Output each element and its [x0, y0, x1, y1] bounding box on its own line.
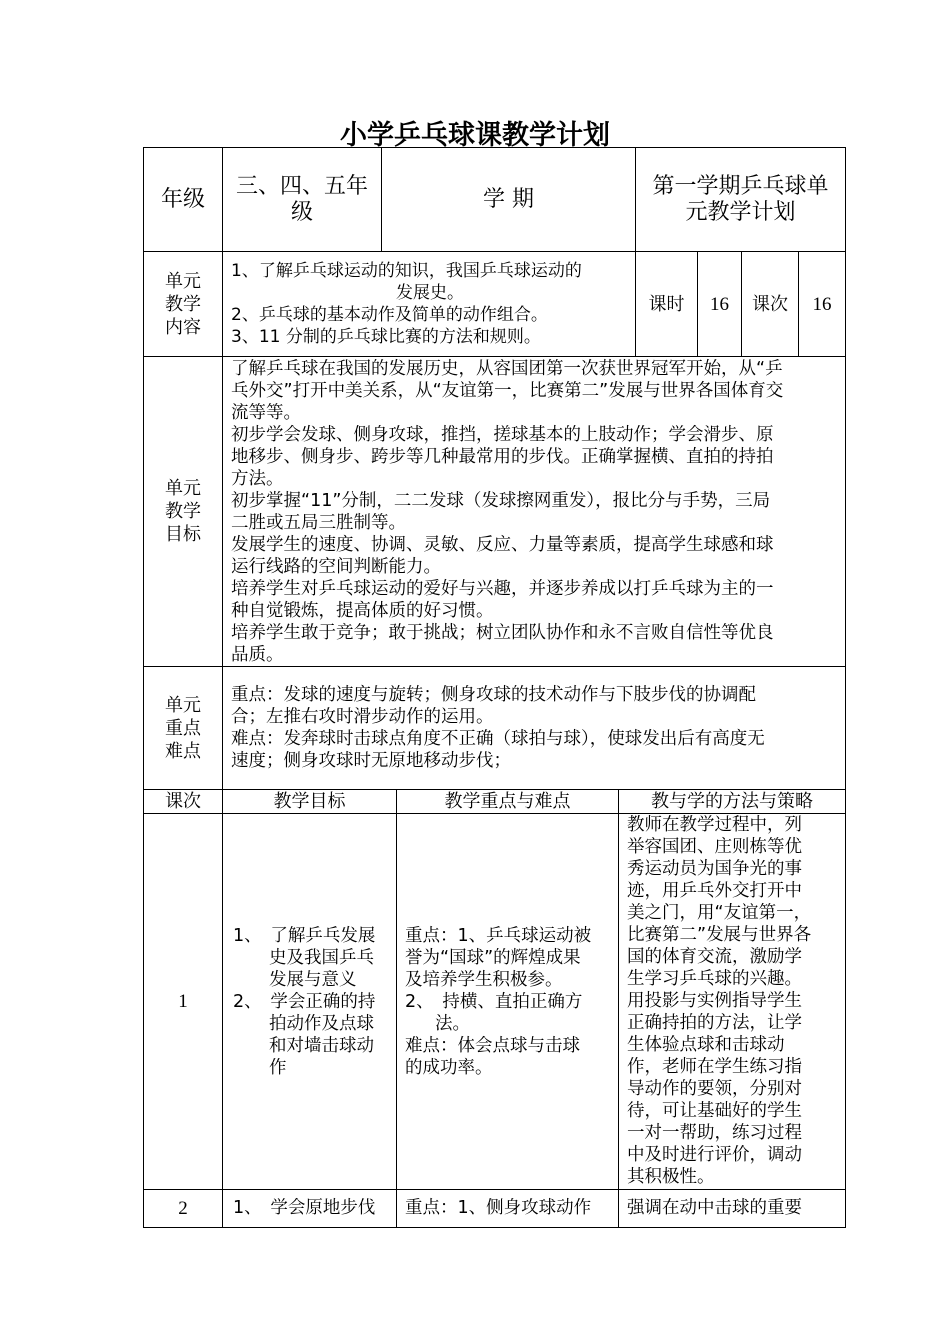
- page-title: 小学乒乓球课教学计划: [340, 120, 610, 151]
- col-header-keypoints: 教学重点与难点: [397, 790, 619, 814]
- lesson-number: 2: [144, 1190, 223, 1228]
- lesson-methods: 教师在教学过程中，列 举容国团、庄则栋等优 秀运动员为国争光的事 迹，用乒乓外交打开中 美之门，用“友谊第一， 比赛第二”发展与世界各 国的体育交流，激励学 生学习乒乓球的兴趣。 用投影与实例指导学生 正确持拍的方法，让学 生体验点球和击球动 作，老师在学生练习指 导动作的要领，分别对 待，可让基础好的学生 一对一帮助，练习过程 中及时进行评价，调动 其积极性。: [619, 814, 846, 1190]
- table-row: [144, 1190, 846, 1228]
- lesson-header-row: [144, 790, 846, 814]
- term-label: 学 期: [382, 148, 636, 252]
- lesson-goals: 1、 学会原地步伐: [223, 1190, 397, 1228]
- sessions-value: 16: [799, 252, 846, 357]
- unit-content-text: 1、了解乒乓球运动的知识，我国乒乓球运动的 发展史。 2、乒乓球的基本动作及简单的动作组合。 3、11 分制的乒乓球比赛的方法和规则。: [223, 252, 636, 357]
- unit-content-row: [144, 252, 846, 357]
- term-value: 第一学期乒乓球单 元教学计划: [636, 148, 846, 252]
- grade-label: 年级: [144, 148, 223, 252]
- hours-label: 课时: [636, 252, 698, 357]
- unit-goals-text: 了解乒乓球在我国的发展历史，从容国团第一次获世界冠军开始，从“乒 乓外交”打开中美关系，从“友谊第一，比赛第二”发展与世界各国体育交 流等等。 初步学会发球、侧身攻球，推挡，搓球基本的上肢动作；学会滑步、原 地移步、侧身步、跨步等几种最常用的步伐。正确掌握横、直拍的持拍 方法。 初步掌握“11”分制，二二发球（发球擦网重发），报比分与手势，三局 二胜或五局三胜制等。 发展学生的速度、协调、灵敏、反应、力量等素质，提高学生球感和球 运行线路的空间判断能力。 培养学生对乒乓球运动的爱好与兴趣，并逐步养成以打乒乓球为主的一 种自觉锻炼，提高体质的好习惯。 培养学生敢于竞争；敢于挑战；树立团队协作和永不言败自信性等优良 品质。: [223, 357, 846, 667]
- unit-content-label: 单元 教学 内容: [144, 252, 223, 357]
- col-header-goals: 教学目标: [223, 790, 397, 814]
- sessions-label: 课次: [742, 252, 799, 357]
- col-header-methods: 教与学的方法与策略: [619, 790, 846, 814]
- lesson-goals: 1、 了解乒乓发展 史及我国乒乓 发展与意义 2、 学会正确的持 拍动作及点球 和对墙击球动 作: [223, 814, 397, 1190]
- unit-goals-label: 单元 教学 目标: [144, 357, 223, 667]
- col-header-session: 课次: [144, 790, 223, 814]
- unit-goals-row: [144, 357, 846, 667]
- lesson-keypoints: 重点：1、乒乓球运动被 誉为“国球”的辉煌成果 及培养学生积极参。 2、 持横、直拍正确方 法。 难点：体会点球与击球 的成功率。: [397, 814, 619, 1190]
- lesson-keypoints: 重点：1、侧身攻球动作: [397, 1190, 619, 1228]
- header-row: [144, 148, 846, 252]
- unit-keypoints-text: 重点：发球的速度与旋转；侧身攻球的技术动作与下肢步伐的协调配 合；左推右攻时滑步动作的运用。 难点：发奔球时击球点角度不正确（球拍与球），使球发出后有高度无 速度；侧身攻球时无原地移动步伐；: [223, 667, 846, 790]
- lesson-table: [143, 789, 846, 1228]
- table-row: [144, 814, 846, 1190]
- plan-table: [143, 147, 846, 790]
- unit-keypoints-label: 单元 重点 难点: [144, 667, 223, 790]
- grade-value: 三、四、五年 级: [223, 148, 382, 252]
- lesson-number: 1: [144, 814, 223, 1190]
- lesson-methods: 强调在动中击球的重要: [619, 1190, 846, 1228]
- hours-value: 16: [698, 252, 742, 357]
- unit-keypoints-row: [144, 667, 846, 790]
